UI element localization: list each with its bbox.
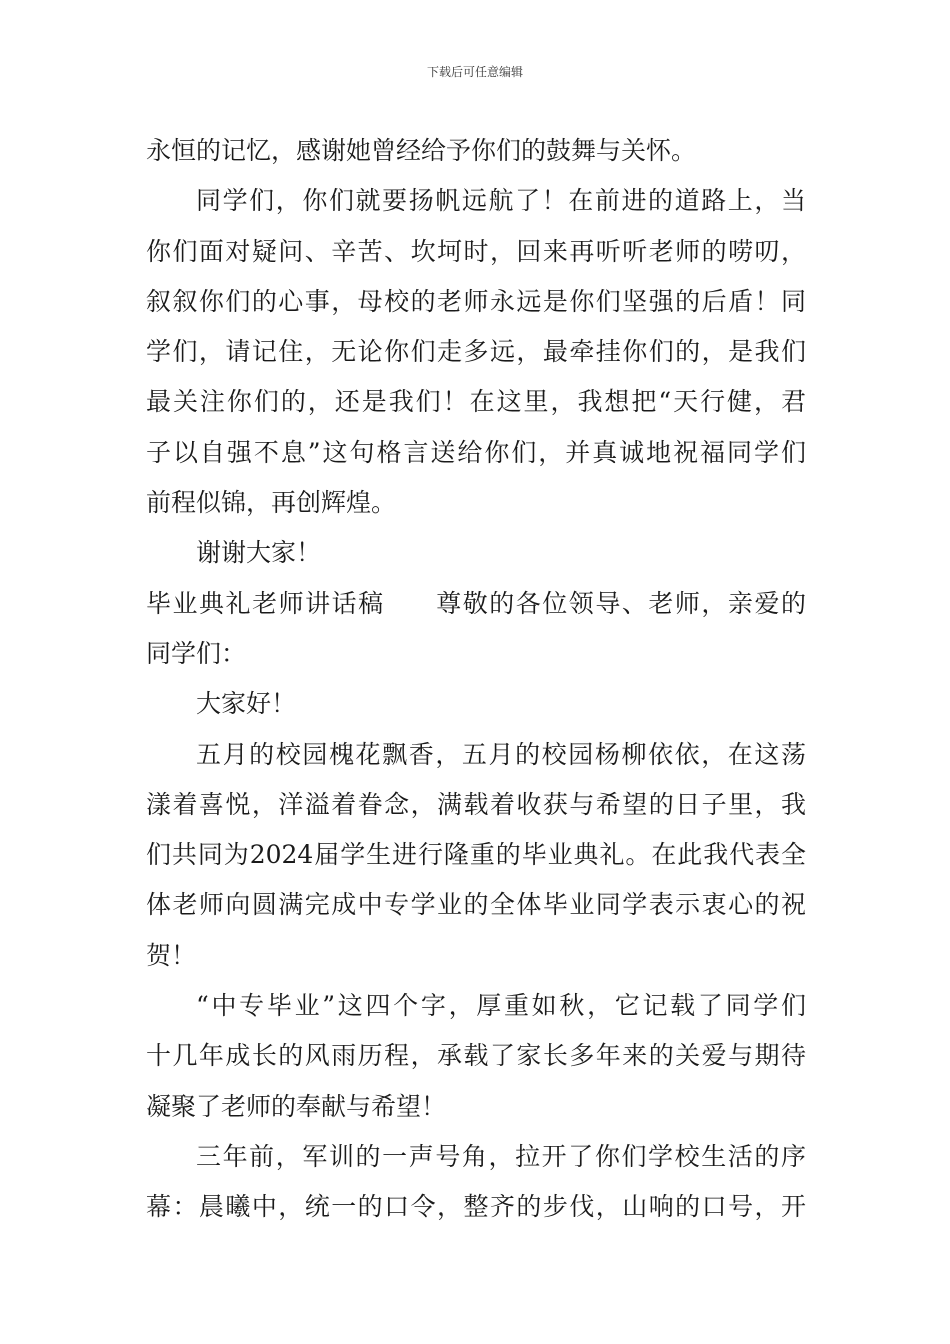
paragraph-line: 们共同为2024届学生进行隆重的毕业典礼。在此我代表全 xyxy=(146,840,806,870)
paragraph-line: 幕：晨曦中，统一的口令，整齐的步伐，山响的口号，开 xyxy=(146,1192,806,1222)
document-body xyxy=(146,126,806,1233)
paragraph-line: 永恒的记忆，感谢她曾经给予你们的鼓舞与关怀。 xyxy=(146,136,697,165)
paragraph-line: 大家好！ xyxy=(196,689,297,719)
page-header: 下载后可任意编辑 xyxy=(426,65,523,79)
paragraph-line: “中专毕业”这四个字，厚重如秋，它记载了同学们 xyxy=(196,991,806,1021)
paragraph-line: 同学们： xyxy=(146,638,247,668)
paragraph-line: 叙叙你们的心事，母校的老师永远是你们坚强的后盾！同 xyxy=(146,286,806,316)
paragraph-line: 十几年成长的风雨历程，承载了家长多年来的关爱与期待 xyxy=(146,1041,806,1071)
paragraph-line-with-title xyxy=(146,579,806,629)
salutation-text: 尊敬的各位领导、老师，亲爱的 xyxy=(434,588,806,618)
paragraph-line: 前程似锦，再创辉煌。 xyxy=(146,488,397,518)
paragraph-line: 你们面对疑问、辛苦、坎坷时，回来再听听老师的唠叨， xyxy=(146,236,806,266)
paragraph-line: 体老师向圆满完成中专学业的全体毕业同学表示衷心的祝 xyxy=(146,890,806,920)
paragraph-line: 谢谢大家！ xyxy=(196,538,322,568)
paragraph-line: 五月的校园槐花飘香，五月的校园杨柳依依，在这荡 xyxy=(196,739,806,769)
paragraph-line: 同学们，你们就要扬帆远航了！在前进的道路上，当 xyxy=(196,186,806,216)
paragraph-line: 三年前，军训的一声号角，拉开了你们学校生活的序 xyxy=(196,1141,806,1171)
paragraph-line: 凝聚了老师的奉献与希望！ xyxy=(146,1091,447,1121)
paragraph-line: 贺！ xyxy=(146,940,197,970)
paragraph-line: 子以自强不息”这句格言送给你们，并真诚地祝福同学们 xyxy=(146,437,806,467)
paragraph-line: 漾着喜悦，洋溢着眷念，满载着收获与希望的日子里，我 xyxy=(146,789,806,819)
speech-title: 毕业典礼老师讲话稿 xyxy=(146,588,385,618)
paragraph-line: 最关注你们的，还是我们！在这里，我想把“天行健，君 xyxy=(146,387,806,417)
paragraph-line: 学们，请记住，无论你们走多远，最牵挂你们的，是我们 xyxy=(146,337,806,367)
